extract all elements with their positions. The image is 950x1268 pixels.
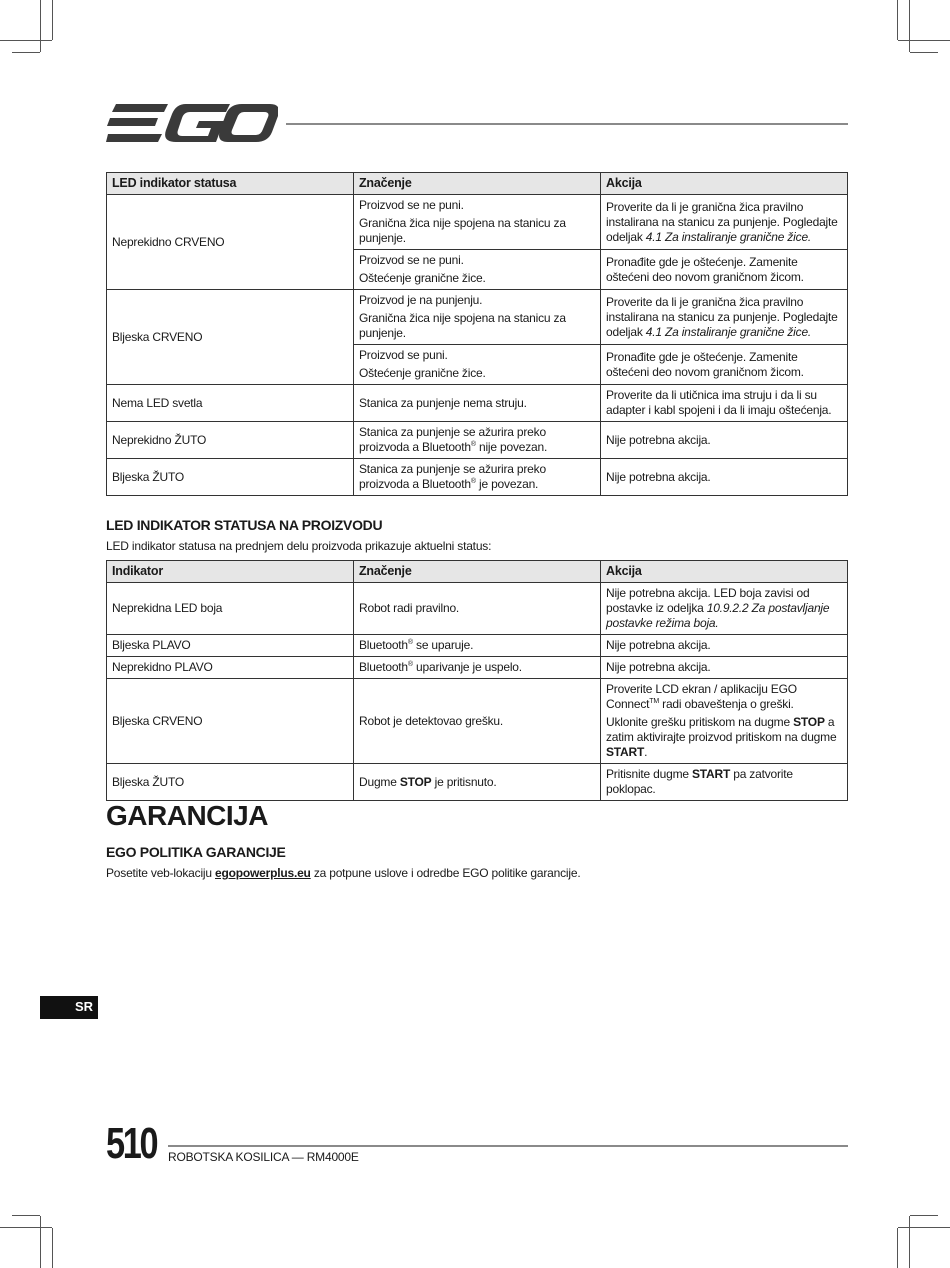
- column-header: Indikator: [107, 561, 354, 583]
- start-label: START: [691, 767, 731, 781]
- start-label: START: [606, 745, 645, 759]
- crop-mark: [898, 1227, 950, 1228]
- status-cell: Nema LED svetla: [107, 385, 354, 422]
- action-text: pa zatvorite poklopac.: [606, 767, 793, 796]
- crop-mark: [897, 1228, 898, 1268]
- meaning-cell: [354, 290, 601, 345]
- table-row: [107, 290, 848, 345]
- document-title: ROBOTSKA KOSILICA — RM4000E: [168, 1150, 359, 1164]
- action-cell: [601, 764, 848, 801]
- meaning-line: Granična žica nije spojena na stanicu za punjenje.: [359, 311, 566, 340]
- trademark-mark: TM: [649, 698, 660, 705]
- meaning-line: Oštećenje granične žice.: [359, 271, 486, 285]
- action-text: radi obaveštenja o greški.: [659, 697, 794, 711]
- footer-rule: [168, 1145, 848, 1147]
- meaning-text: Stanica za punjenje se ažurira preko proizvoda a Bluetooth: [359, 425, 546, 454]
- crop-mark: [910, 1215, 938, 1216]
- ego-logo: [106, 102, 278, 144]
- action-text: Nije potrebna akcija. LED boja zavisi od postavke iz odeljka: [606, 586, 810, 615]
- warranty-text-part: Posetite veb-lokaciju: [106, 866, 215, 880]
- crop-mark: [0, 40, 52, 41]
- action-cell: [601, 290, 848, 345]
- action-text: Proverite da li je granična žica pravilno instalirana na stanicu za punjenje. Pogledajte odeljak: [606, 294, 838, 339]
- section-intro: LED indikator statusa na prednjem delu proizvoda prikazuje aktuelni status:: [106, 539, 492, 553]
- crop-mark: [897, 0, 898, 40]
- action-cell: Nije potrebna akcija.: [601, 459, 848, 496]
- warranty-title: GARANCIJA: [106, 800, 268, 831]
- stop-label: STOP: [793, 715, 825, 729]
- indicator-cell: Bljeska ŽUTO: [107, 764, 354, 801]
- crop-mark: [12, 52, 40, 53]
- action-cell: Pronađite gde je oštećenje. Zamenite oštećeni deo novom graničnom žicom.: [601, 250, 848, 290]
- meaning-cell: Robot je detektovao grešku.: [354, 679, 601, 764]
- indicator-cell: Neprekidno PLAVO: [107, 657, 354, 679]
- action-cell: Nije potrebna akcija.: [601, 657, 848, 679]
- station-led-table: [106, 172, 848, 496]
- crop-mark: [0, 1227, 52, 1228]
- meaning-cell: [354, 459, 601, 496]
- warranty-text-part: za potpune uslove i odredbe EGO politike garancije.: [310, 866, 581, 880]
- status-cell: Neprekidno ŽUTO: [107, 422, 354, 459]
- table-row: [107, 764, 848, 801]
- meaning-line: Proizvod je na punjenju.: [359, 293, 483, 307]
- meaning-text: je pritisnuto.: [431, 774, 497, 789]
- action-text: .: [715, 616, 719, 630]
- action-text: a zatim aktivirajte proizvod pritiskom na dugme: [606, 715, 837, 744]
- meaning-cell: [354, 345, 601, 385]
- meaning-text: Dugme: [359, 774, 400, 789]
- meaning-cell: [354, 250, 601, 290]
- action-cell: Proverite da li utičnica ima struju i da li su adapter i kabl spojeni i da li imaju oštećenja.: [601, 385, 848, 422]
- meaning-cell: [354, 195, 601, 250]
- table-header-row: [107, 561, 848, 583]
- table-row: [107, 422, 848, 459]
- action-line: [606, 715, 842, 760]
- crop-mark: [12, 1215, 40, 1216]
- table-row: [107, 679, 848, 764]
- indicator-cell: Bljeska PLAVO: [107, 635, 354, 657]
- meaning-cell: [354, 422, 601, 459]
- action-cell: Nije potrebna akcija.: [601, 422, 848, 459]
- indicator-cell: Bljeska CRVENO: [107, 679, 354, 764]
- meaning-text: Bluetooth: [359, 638, 408, 652]
- registered-mark: ®: [470, 441, 476, 448]
- section-reference: 4.1 Za instaliranje granične žice: [645, 324, 808, 339]
- warranty-link[interactable]: egopowerplus.eu: [215, 866, 311, 880]
- table-row: [107, 635, 848, 657]
- action-cell: [601, 195, 848, 250]
- table-row: [107, 657, 848, 679]
- meaning-line: Oštećenje granične žice.: [359, 366, 486, 380]
- column-header: Značenje: [354, 173, 601, 195]
- table-row: [107, 385, 848, 422]
- section-heading: LED INDIKATOR STATUSA NA PROIZVODU: [106, 517, 383, 533]
- status-cell: Neprekidno CRVENO: [107, 195, 354, 290]
- crop-mark: [40, 1216, 41, 1268]
- stop-label: STOP: [399, 774, 432, 789]
- registered-mark: ®: [407, 661, 413, 668]
- crop-mark: [909, 1216, 910, 1268]
- status-cell: Bljeska CRVENO: [107, 290, 354, 385]
- action-cell: [601, 679, 848, 764]
- column-header: LED indikator statusa: [107, 173, 354, 195]
- action-text: Proverite da li je granična žica pravilno instalirana na stanicu za punjenje. Pogledajte odeljak: [606, 199, 838, 244]
- action-cell: Pronađite gde je oštećenje. Zamenite oštećeni deo novom graničnom žicom.: [601, 345, 848, 385]
- crop-mark: [40, 0, 41, 52]
- meaning-text: uparivanje je uspelo.: [412, 660, 522, 674]
- crop-mark: [898, 40, 950, 41]
- action-cell: [601, 583, 848, 635]
- meaning-cell: [354, 657, 601, 679]
- action-text: .: [807, 229, 812, 244]
- action-line: [606, 682, 842, 712]
- column-header: Akcija: [601, 173, 848, 195]
- indicator-cell: Neprekidna LED boja: [107, 583, 354, 635]
- section-reference: 10.9.2.2 Za postavljanje postavke režima boja: [606, 601, 830, 630]
- action-text: Pritisnite dugme: [606, 767, 692, 781]
- action-text: .: [644, 745, 648, 759]
- meaning-cell: Robot radi pravilno.: [354, 583, 601, 635]
- registered-mark: ®: [407, 639, 413, 646]
- meaning-line: Proizvod se ne puni.: [359, 198, 464, 212]
- crop-mark: [52, 1228, 53, 1268]
- crop-mark: [909, 0, 910, 52]
- meaning-cell: Stanica za punjenje nema struju.: [354, 385, 601, 422]
- column-header: Značenje: [354, 561, 601, 583]
- warranty-subtitle: EGO POLITIKA GARANCIJE: [106, 844, 286, 860]
- status-cell: Bljeska ŽUTO: [107, 459, 354, 496]
- action-text: .: [807, 324, 812, 339]
- meaning-text: Stanica za punjenje se ažurira preko proizvoda a Bluetooth: [359, 462, 546, 491]
- crop-mark: [910, 52, 938, 53]
- meaning-text: Bluetooth: [359, 660, 408, 674]
- action-cell: Nije potrebna akcija.: [601, 635, 848, 657]
- meaning-line: Proizvod se puni.: [359, 348, 448, 362]
- header-rule: [286, 123, 848, 125]
- page-number: 510: [106, 1119, 157, 1168]
- meaning-cell: [354, 764, 601, 801]
- registered-mark: ®: [470, 478, 476, 485]
- meaning-line: Granična žica nije spojena na stanicu za punjenje.: [359, 216, 566, 245]
- table-header-row: [107, 173, 848, 195]
- meaning-line: Proizvod se ne puni.: [359, 253, 464, 267]
- crop-mark: [52, 0, 53, 40]
- meaning-text: je povezan.: [475, 477, 539, 491]
- meaning-text: nije povezan.: [475, 440, 548, 454]
- action-text: Proverite LCD ekran / aplikaciju EGO Connect: [606, 682, 797, 711]
- warranty-text: [106, 866, 580, 880]
- column-header: Akcija: [601, 561, 848, 583]
- table-row: [107, 459, 848, 496]
- product-led-table: [106, 560, 848, 801]
- section-reference: 4.1 Za instaliranje granične žice: [645, 229, 808, 244]
- meaning-cell: [354, 635, 601, 657]
- meaning-text: se uparuje.: [412, 638, 474, 652]
- table-row: [107, 195, 848, 250]
- action-text: Uklonite grešku pritiskom na dugme: [606, 715, 794, 729]
- language-tab: SR: [40, 996, 98, 1019]
- table-row: [107, 583, 848, 635]
